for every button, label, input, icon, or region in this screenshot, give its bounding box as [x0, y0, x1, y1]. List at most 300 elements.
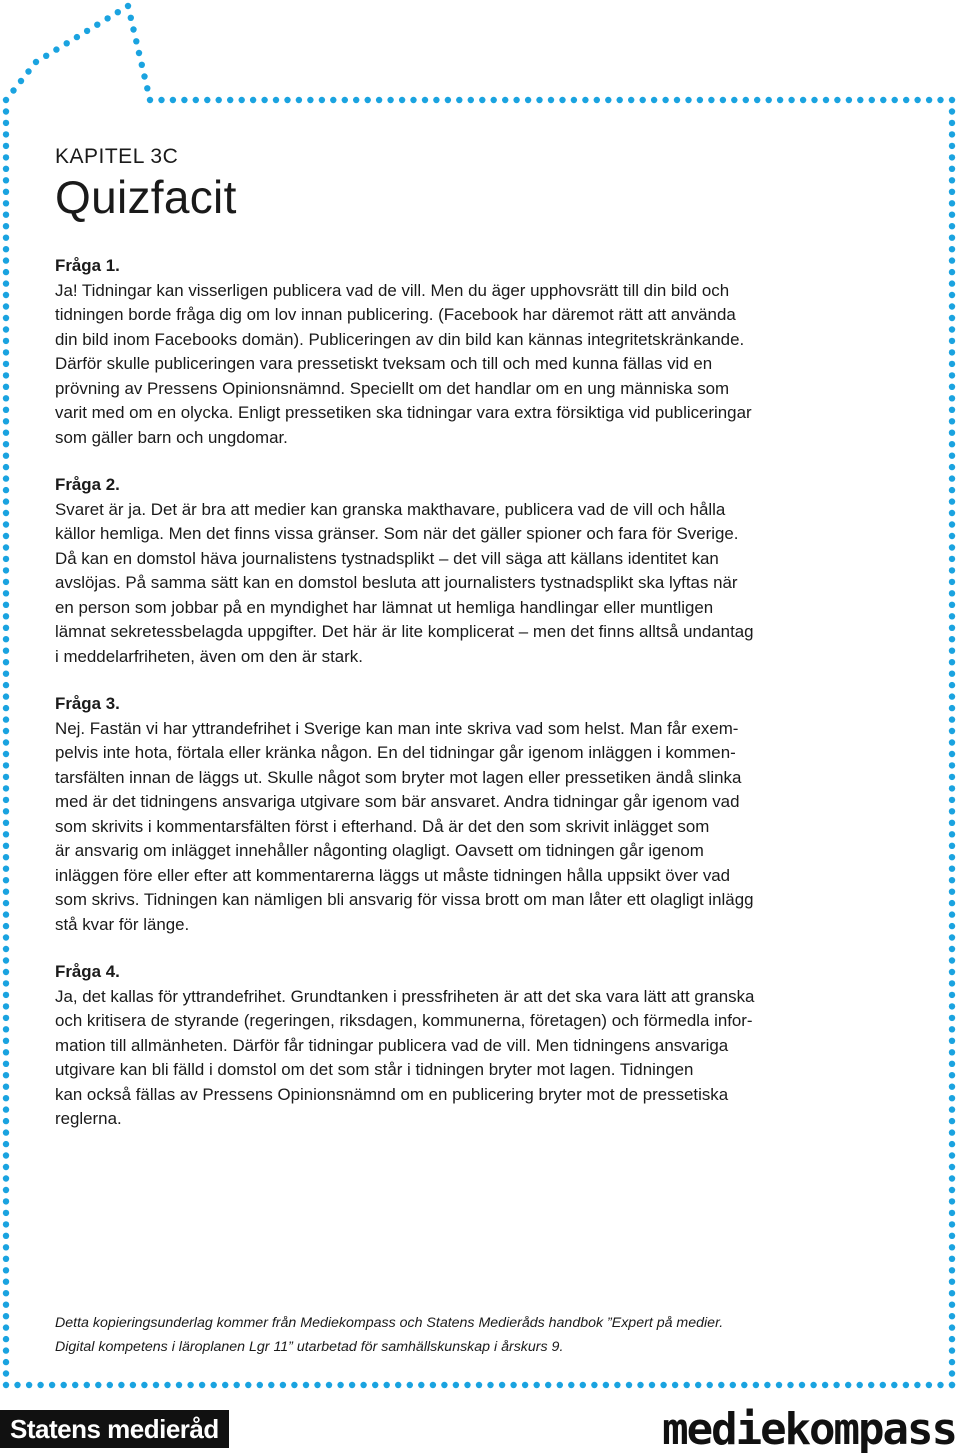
frame-dot	[3, 1141, 9, 1147]
frame-dot	[949, 980, 955, 986]
frame-dot	[342, 97, 348, 103]
frame-dot	[949, 1141, 955, 1147]
frame-dot	[181, 97, 187, 103]
frame-dot	[949, 843, 955, 849]
frame-dot	[3, 1198, 9, 1204]
frame-dot	[3, 372, 9, 378]
frame-dot	[949, 154, 955, 160]
frame-dot	[3, 762, 9, 768]
frame-dot	[892, 97, 898, 103]
frame-dot	[949, 246, 955, 252]
frame-dot	[626, 1382, 632, 1388]
frame-dot	[3, 1370, 9, 1376]
answer-line: prövning av Pressens Opinionsnämnd. Speciellt om det handlar om en ung människa som	[55, 378, 730, 398]
frame-dot	[130, 1382, 136, 1388]
frame-dot	[949, 1302, 955, 1308]
frame-dot	[3, 1129, 9, 1135]
frame-dot	[949, 854, 955, 860]
mediekompass-logo: mediekompass	[662, 1404, 956, 1455]
frame-dot	[453, 1382, 459, 1388]
frame-dot	[3, 475, 9, 481]
frame-dot	[3, 590, 9, 596]
frame-dot	[3, 521, 9, 527]
frame-dot	[949, 567, 955, 573]
frame-dot	[141, 73, 147, 79]
frame-dot	[273, 97, 279, 103]
frame-dot	[3, 430, 9, 436]
frame-dot	[949, 1336, 955, 1342]
frame-dot	[614, 1382, 620, 1388]
frame-dot	[522, 1382, 528, 1388]
answer-line: tidningen borde fråga dig om lov innan publicering. (Facebook har däremot rätt att använda	[55, 305, 736, 324]
frame-dot	[949, 1324, 955, 1330]
frame-dot	[914, 1382, 920, 1388]
frame-dot	[949, 200, 955, 206]
question-3-heading: Fråga 3.	[55, 694, 120, 713]
frame-dot	[3, 510, 9, 516]
frame-dot	[628, 97, 634, 103]
frame-dot	[949, 682, 955, 688]
question-3	[55, 692, 915, 937]
frame-dot	[672, 1382, 678, 1388]
frame-dot	[319, 97, 325, 103]
answer-line: som gäller barn och ungdomar.	[55, 427, 288, 447]
frame-dot	[10, 87, 16, 93]
frame-dot	[395, 1382, 401, 1388]
answer-line: kan också fällas av Pressens Opinionsnämnd om en publicering bryter mot de pressetiska	[55, 1084, 729, 1104]
frame-dot	[548, 97, 554, 103]
frame-dot	[3, 1347, 9, 1353]
frame-dot	[303, 1382, 309, 1388]
frame-dot	[708, 97, 714, 103]
frame-dot	[949, 120, 955, 126]
frame-dot	[3, 705, 9, 711]
frame-dot	[430, 1382, 436, 1388]
frame-dot	[170, 97, 176, 103]
frame-dot	[949, 143, 955, 149]
frame-dot	[949, 372, 955, 378]
frame-dot	[949, 911, 955, 917]
question-1-heading: Fråga 1.	[55, 256, 120, 275]
answer-line: utgivare kan bli fälld i domstol om det som står i tidningen bryter mot lagen. Tidningen	[55, 1060, 694, 1079]
frame-dot	[949, 1233, 955, 1239]
frame-dot	[845, 1382, 851, 1388]
frame-dot	[3, 774, 9, 780]
question-2	[55, 473, 915, 669]
frame-dot	[153, 1382, 159, 1388]
frame-dot	[949, 97, 955, 103]
frame-dot	[3, 338, 9, 344]
frame-dot	[949, 430, 955, 436]
frame-dot	[949, 177, 955, 183]
frame-dot	[53, 46, 59, 52]
frame-dot	[130, 26, 136, 32]
frame-dot	[3, 498, 9, 504]
frame-dot	[491, 97, 497, 103]
frame-dot	[3, 189, 9, 195]
frame-dot	[660, 1382, 666, 1388]
frame-dot	[118, 1382, 124, 1388]
frame-dot	[441, 1382, 447, 1388]
frame-dot	[3, 384, 9, 390]
frame-dot	[3, 269, 9, 275]
frame-dot	[3, 739, 9, 745]
frame-dot	[949, 1015, 955, 1021]
frame-dot	[949, 1164, 955, 1170]
frame-dot	[637, 1382, 643, 1388]
frame-dot	[949, 785, 955, 791]
frame-dot	[26, 1382, 32, 1388]
frame-dot	[720, 97, 726, 103]
frame-dot	[949, 1175, 955, 1181]
frame-dot	[788, 97, 794, 103]
frame-dot	[3, 1233, 9, 1239]
frame-dot	[536, 97, 542, 103]
frame-dot	[534, 1382, 540, 1388]
frame-dot	[557, 1382, 563, 1388]
answer-line: i meddelarfriheten, även om den är stark.	[55, 646, 363, 666]
answer-line: Då kan en domstol häva journalistens tystnadsplikt – det vill säga att källans identitet kan	[55, 548, 719, 568]
frame-dot	[545, 1382, 551, 1388]
frame-dot	[697, 97, 703, 103]
frame-dot	[949, 498, 955, 504]
frame-dot	[487, 1382, 493, 1388]
frame-dot	[3, 1026, 9, 1032]
frame-dot	[3, 166, 9, 172]
question-4	[55, 960, 915, 1132]
frame-dot	[3, 1256, 9, 1262]
frame-dot	[949, 762, 955, 768]
frame-dot	[3, 693, 9, 699]
frame-dot	[372, 1382, 378, 1388]
frame-dot	[880, 97, 886, 103]
frame-dot	[3, 1049, 9, 1055]
frame-dot	[3, 131, 9, 137]
frame-dot	[949, 1129, 955, 1135]
frame-dot	[3, 877, 9, 883]
frame-dot	[384, 1382, 390, 1388]
frame-dot	[926, 1382, 932, 1388]
frame-dot	[949, 384, 955, 390]
footer-note-line-1: Detta kopieringsunderlag kommer från Mediekompass och Statens Medieråds handbok ”Expert på medier.	[55, 1315, 724, 1331]
frame-dot	[846, 97, 852, 103]
frame-dot	[499, 1382, 505, 1388]
frame-dot	[949, 671, 955, 677]
frame-dot	[3, 854, 9, 860]
frame-dot	[211, 1382, 217, 1388]
frame-dot	[571, 97, 577, 103]
frame-dot	[868, 1382, 874, 1388]
frame-dot	[684, 1382, 690, 1388]
frame-dot	[445, 97, 451, 103]
frame-dot	[949, 739, 955, 745]
answer-line: Ja, det kallas för yttrandefrihet. Grundtanken i pressfriheten är att det ska vara lätt att granska	[55, 986, 755, 1006]
frame-dot	[949, 487, 955, 493]
frame-dot	[43, 53, 49, 59]
frame-dot	[510, 1382, 516, 1388]
frame-dot	[800, 97, 806, 103]
frame-dot	[125, 3, 131, 9]
frame-dot	[3, 946, 9, 952]
frame-dot	[949, 212, 955, 218]
frame-dot	[3, 1359, 9, 1365]
frame-dot	[741, 1382, 747, 1388]
frame-dot	[147, 97, 153, 103]
frame-dot	[115, 9, 121, 15]
frame-dot	[949, 877, 955, 883]
frame-dot	[949, 613, 955, 619]
frame-dot	[949, 475, 955, 481]
frame-dot	[568, 1382, 574, 1388]
frame-dot	[261, 97, 267, 103]
frame-dot	[949, 625, 955, 631]
frame-dot	[949, 1290, 955, 1296]
frame-dot	[307, 97, 313, 103]
frame-dot	[234, 1382, 240, 1388]
frame-dot	[949, 1198, 955, 1204]
frame-dot	[3, 820, 9, 826]
frame-dot	[949, 521, 955, 527]
frame-dot	[582, 97, 588, 103]
frame-dot	[949, 189, 955, 195]
frame-dot	[3, 1038, 9, 1044]
frame-dot	[718, 1382, 724, 1388]
frame-dot	[418, 1382, 424, 1388]
frame-dot	[3, 808, 9, 814]
frame-dot	[204, 97, 210, 103]
frame-dot	[193, 97, 199, 103]
frame-dot	[949, 636, 955, 642]
frame-dot	[330, 97, 336, 103]
frame-dot	[617, 97, 623, 103]
frame-dot	[3, 671, 9, 677]
question-4-heading: Fråga 4.	[55, 962, 120, 981]
frame-dot	[63, 40, 69, 46]
frame-dot	[949, 338, 955, 344]
frame-dot	[833, 1382, 839, 1388]
frame-dot	[3, 361, 9, 367]
frame-dot	[605, 97, 611, 103]
frame-dot	[250, 97, 256, 103]
frame-dot	[857, 97, 863, 103]
frame-dot	[707, 1382, 713, 1388]
frame-dot	[72, 1382, 78, 1388]
answer-line: avslöjas. På samma sätt kan en domstol besluta att journalisters tystnadsplikt ska lyftas när	[55, 573, 738, 592]
frame-dot	[949, 1221, 955, 1227]
frame-dot	[776, 1382, 782, 1388]
frame-dot	[3, 1152, 9, 1158]
frame-dot	[730, 1382, 736, 1388]
frame-dot	[3, 1302, 9, 1308]
frame-dot	[949, 820, 955, 826]
frame-dot	[3, 957, 9, 963]
frame-dot	[949, 235, 955, 241]
frame-dot	[949, 831, 955, 837]
frame-dot	[3, 1106, 9, 1112]
frame-dot	[949, 453, 955, 459]
answer-line: Nej. Fastän vi har yttrandefrihet i Sverige kan man inte skriva vad som helst. Man får exem-	[55, 718, 739, 738]
frame-dot	[199, 1382, 205, 1388]
frame-dot	[949, 934, 955, 940]
frame-dot	[949, 992, 955, 998]
frame-dot	[949, 1095, 955, 1101]
frame-dot	[3, 212, 9, 218]
frame-dot	[949, 292, 955, 298]
frame-dot	[651, 97, 657, 103]
frame-dot	[949, 533, 955, 539]
frame-dot	[245, 1382, 251, 1388]
frame-dot	[949, 900, 955, 906]
frame-dot	[3, 1095, 9, 1101]
frame-dot	[513, 97, 519, 103]
frame-dot	[227, 97, 233, 103]
frame-dot	[3, 716, 9, 722]
frame-dot	[3, 303, 9, 309]
frame-dot	[810, 1382, 816, 1388]
frame-dot	[95, 1382, 101, 1388]
frame-dot	[387, 97, 393, 103]
frame-dot	[949, 1187, 955, 1193]
frame-dot	[949, 257, 955, 263]
frame-dot	[3, 1164, 9, 1170]
frame-dot	[731, 97, 737, 103]
frame-dot	[949, 1347, 955, 1353]
answer-line: Svaret är ja. Det är bra att medier kan granska makthavare, publicera vad de vill och hålla	[55, 499, 726, 519]
frame-dot	[903, 97, 909, 103]
footer-note-line-2: Digital kompetens i läroplanen Lgr 11” utarbetad för samhällskunskap i årskurs 9.	[55, 1339, 564, 1355]
answer-line: Ja! Tidningar kan visserligen publicera vad de vill. Men du äger upphovsrätt till din bild och	[55, 280, 730, 300]
frame-dot	[3, 579, 9, 585]
answer-line: din bild inom Facebooks domän). Publiceringen av din bild kan kännas integritetskränkande.	[55, 329, 745, 349]
frame-dot	[3, 315, 9, 321]
frame-dot	[3, 1118, 9, 1124]
frame-dot	[3, 292, 9, 298]
frame-dot	[949, 407, 955, 413]
frame-dot	[949, 315, 955, 321]
frame-dot	[3, 1084, 9, 1090]
frame-dot	[880, 1382, 886, 1388]
frame-dot	[3, 934, 9, 940]
frame-dot	[949, 349, 955, 355]
frame-dot	[743, 97, 749, 103]
frame-dot	[3, 533, 9, 539]
frame-dot	[25, 68, 31, 74]
frame-dot	[61, 1382, 67, 1388]
frame-dot	[216, 97, 222, 103]
frame-dot	[949, 1106, 955, 1112]
frame-dot	[433, 97, 439, 103]
answer-line: en person som jobbar på en myndighet har lämnat ut hemliga handlingar eller muntligen	[55, 597, 714, 617]
frame-dot	[3, 418, 9, 424]
frame-dot	[464, 1382, 470, 1388]
frame-dot	[3, 1003, 9, 1009]
frame-dot	[3, 613, 9, 619]
frame-dot	[903, 1382, 909, 1388]
answer-line: som skrivits i kommentarsfälten först i efterhand. Då är det den som skrivit inlägget som	[55, 816, 710, 836]
frame-dot	[3, 1279, 9, 1285]
frame-dot	[314, 1382, 320, 1388]
frame-dot	[949, 1084, 955, 1090]
frame-dot	[468, 97, 474, 103]
frame-dot	[591, 1382, 597, 1388]
frame-dot	[787, 1382, 793, 1388]
frame-dot	[422, 97, 428, 103]
frame-dot	[3, 866, 9, 872]
frame-dot	[74, 34, 80, 40]
frame-dot	[128, 15, 134, 21]
frame-dot	[949, 751, 955, 757]
frame-dot	[3, 223, 9, 229]
frame-dot	[949, 441, 955, 447]
frame-dot	[107, 1382, 113, 1388]
answer-line: pelvis inte hota, förtala eller kränka någon. En del tidningar går igenom inläggen i kommen-	[55, 743, 736, 762]
frame-dot	[949, 1359, 955, 1365]
answer-line: tarsfälten innan de läggs ut. Skulle något som bryter mot lagen eller pressetiken ändå slinka	[55, 767, 742, 787]
frame-dot	[949, 1267, 955, 1273]
frame-dot	[949, 969, 955, 975]
frame-dot	[3, 923, 9, 929]
frame-dot	[559, 97, 565, 103]
frame-dot	[949, 303, 955, 309]
frame-dot	[141, 1382, 147, 1388]
frame-dot	[3, 1336, 9, 1342]
frame-dot	[949, 648, 955, 654]
frame-dot	[18, 78, 24, 84]
frame-dot	[949, 1038, 955, 1044]
frame-dot	[3, 453, 9, 459]
question-3-answer	[55, 717, 915, 938]
frame-dot	[3, 625, 9, 631]
frame-dot	[3, 980, 9, 986]
frame-dot	[37, 1382, 43, 1388]
frame-dot	[834, 97, 840, 103]
frame-dot	[3, 1072, 9, 1078]
frame-dot	[949, 1152, 955, 1158]
frame-dot	[3, 567, 9, 573]
frame-dot	[3, 280, 9, 286]
frame-dot	[3, 441, 9, 447]
frame-dot	[949, 590, 955, 596]
frame-dot	[949, 1279, 955, 1285]
frame-dot	[3, 108, 9, 114]
frame-dot	[857, 1382, 863, 1388]
frame-dot	[949, 280, 955, 286]
frame-dot	[3, 120, 9, 126]
frame-dot	[799, 1382, 805, 1388]
frame-dot	[949, 957, 955, 963]
frame-dot	[869, 97, 875, 103]
answer-line: med är det tidningens ansvariga utgivare som bär ansvaret. Andra tidningar går igenom vad	[55, 792, 740, 811]
frame-dot	[3, 889, 9, 895]
frame-dot	[187, 1382, 193, 1388]
frame-dot	[3, 1210, 9, 1216]
frame-dot	[949, 326, 955, 332]
frame-dot	[937, 1382, 943, 1388]
frame-dot	[176, 1382, 182, 1388]
frame-dot	[949, 361, 955, 367]
frame-dot	[3, 636, 9, 642]
frame-dot	[949, 728, 955, 734]
frame-dot	[662, 97, 668, 103]
frame-dot	[949, 269, 955, 275]
frame-dot	[479, 97, 485, 103]
frame-dot	[3, 257, 9, 263]
page-title: Quizfacit	[55, 171, 237, 223]
frame-dot	[754, 97, 760, 103]
frame-dot	[949, 395, 955, 401]
frame-dot	[3, 1175, 9, 1181]
frame-dot	[3, 992, 9, 998]
